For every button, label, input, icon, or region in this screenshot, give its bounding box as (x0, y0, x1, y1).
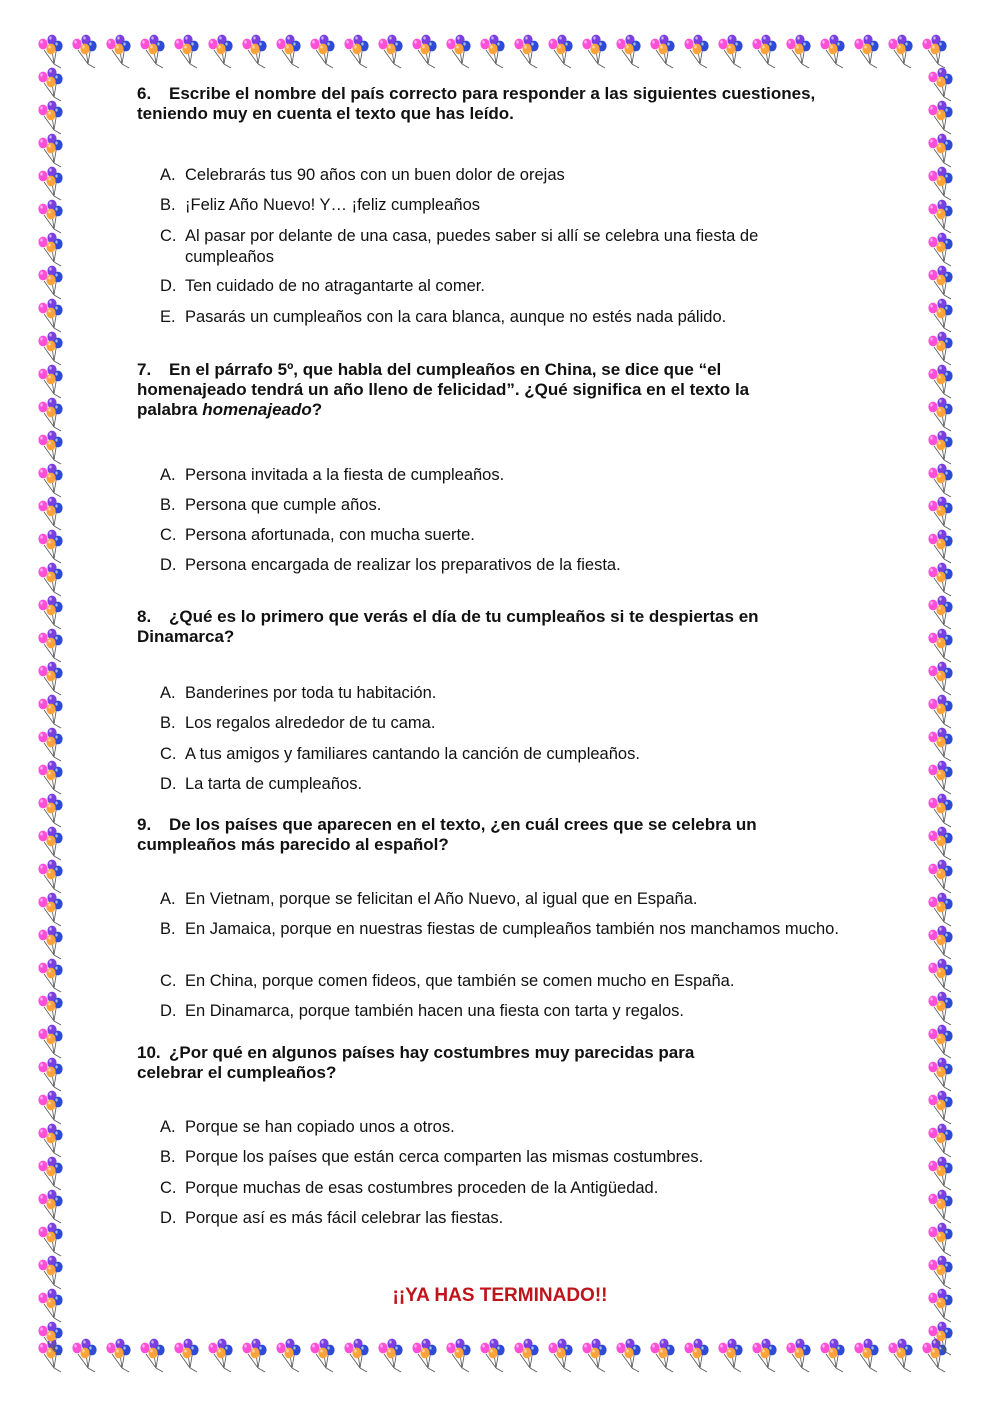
balloon-bunch-icon (106, 1339, 130, 1372)
balloon-bunch-icon (378, 1339, 402, 1372)
balloon-bunch-icon (582, 35, 606, 68)
balloon-bunch-icon (820, 35, 844, 68)
option-letter: D. (160, 277, 177, 295)
balloon-bunch-icon (310, 1339, 334, 1372)
question-text: ¿Por qué en algunos países hay costumbres muy parecidas para celebrar el cumpleaños? (137, 1043, 695, 1082)
balloon-bunch-icon (38, 530, 62, 563)
option-letter: A. (160, 466, 176, 484)
option-8b (160, 713, 860, 734)
option-text: Porque los países que están cerca comparten las mismas costumbres. (185, 1148, 704, 1166)
balloon-bunch-icon (752, 1339, 776, 1372)
balloon-bunch-icon (820, 1339, 844, 1372)
balloon-bunch-icon (38, 398, 62, 431)
balloon-bunch-icon (480, 35, 504, 68)
balloon-bunch-icon (276, 35, 300, 68)
balloon-bunch-icon (38, 431, 62, 464)
option-text: La tarta de cumpleaños. (185, 775, 363, 793)
option-6b (160, 195, 860, 216)
option-8d (160, 774, 860, 795)
option-letter: E. (160, 308, 176, 326)
balloon-bunch-icon (38, 233, 62, 266)
balloon-bunch-icon (548, 1339, 572, 1372)
question-text: En el párrafo 5º, que habla del cumpleaños en China, se dice que “el homenajeado tendrá un año lleno de felicidad”. ¿Qué significa en el texto la palabra (137, 360, 750, 419)
option-text: Celebrarás tus 90 años con un buen dolor de orejas (185, 166, 565, 184)
balloon-bunch-icon (928, 1025, 952, 1058)
question-8 (137, 607, 792, 647)
question-number: 6. (137, 84, 152, 103)
balloon-bunch-icon (174, 1339, 198, 1372)
option-text: Persona afortunada, con mucha suerte. (185, 526, 475, 544)
option-7d (160, 555, 860, 576)
option-10d (160, 1208, 860, 1229)
balloon-bunch-icon (684, 1339, 708, 1372)
balloon-bunch-icon (38, 1339, 62, 1372)
balloon-bunch-icon (548, 35, 572, 68)
balloon-bunch-icon (928, 926, 952, 959)
balloon-bunch-icon (38, 959, 62, 992)
option-letter: B. (160, 714, 176, 732)
balloon-bunch-icon (38, 1124, 62, 1157)
balloon-bunch-icon (38, 1157, 62, 1190)
option-letter: A. (160, 1118, 176, 1136)
balloon-bunch-icon (38, 1223, 62, 1256)
option-letter: D. (160, 1002, 177, 1020)
question-text-end: ? (311, 400, 323, 419)
balloon-bunch-icon (928, 530, 952, 563)
option-letter: D. (160, 556, 177, 574)
option-9b (160, 919, 860, 940)
option-8c (160, 744, 860, 765)
balloon-bunch-icon (928, 233, 952, 266)
balloon-bunch-icon (38, 563, 62, 596)
question-text: Escribe el nombre del país correcto para responder a las siguientes cuestiones, teniendo muy en cuenta el texto que has leído. (137, 84, 816, 123)
option-text: Persona encargada de realizar los preparativos de la fiesta. (185, 556, 621, 574)
balloon-bunch-icon (208, 35, 232, 68)
option-letter: B. (160, 1148, 176, 1166)
balloon-bunch-icon (928, 563, 952, 596)
option-text: En Jamaica, porque en nuestras fiestas de cumpleaños también nos manchamos mucho. (185, 920, 839, 938)
question-text: ¿Qué es lo primero que verás el día de tu cumpleaños si te despiertas en Dinamarca? (137, 607, 759, 646)
question-9 (137, 815, 792, 855)
balloon-bunch-icon (446, 35, 470, 68)
balloon-bunch-icon (38, 1091, 62, 1124)
balloon-bunch-icon (786, 1339, 810, 1372)
balloon-bunch-icon (276, 1339, 300, 1372)
balloon-bunch-icon (412, 35, 436, 68)
question-text-italic: homenajeado (202, 400, 312, 419)
balloon-bunch-icon (38, 1058, 62, 1091)
balloon-bunch-icon (38, 464, 62, 497)
option-6e (160, 307, 860, 328)
option-9a (160, 889, 860, 910)
balloon-bunch-icon (928, 662, 952, 695)
option-letter: C. (160, 972, 177, 990)
balloon-bunch-icon (38, 332, 62, 365)
balloon-bunch-icon (38, 893, 62, 926)
balloon-bunch-icon (928, 464, 952, 497)
balloon-bunch-icon (38, 266, 62, 299)
balloon-bunch-icon (928, 398, 952, 431)
balloon-bunch-icon (928, 860, 952, 893)
balloon-bunch-icon (922, 35, 946, 68)
balloon-bunch-icon (38, 167, 62, 200)
question-number: 9. (137, 815, 152, 834)
option-letter: B. (160, 920, 176, 938)
balloon-bunch-icon (38, 761, 62, 794)
balloon-bunch-icon (928, 728, 952, 761)
balloon-bunch-icon (38, 365, 62, 398)
option-10a (160, 1117, 860, 1138)
question-10 (137, 1043, 757, 1083)
option-text: En Vietnam, porque se felicitan el Año Nuevo, al igual que en España. (185, 890, 698, 908)
option-text: Persona que cumple años. (185, 496, 382, 514)
balloon-bunch-icon (38, 695, 62, 728)
balloon-bunch-icon (928, 794, 952, 827)
option-text: En Dinamarca, porque también hacen una fiesta con tarta y regalos. (185, 1002, 684, 1020)
balloon-bunch-icon (684, 35, 708, 68)
option-text: Los regalos alrededor de tu cama. (185, 714, 436, 732)
option-letter: C. (160, 745, 177, 763)
balloon-bunch-icon (38, 860, 62, 893)
option-text: ¡Feliz Año Nuevo! Y… ¡feliz cumpleaños (185, 196, 480, 214)
option-letter: A. (160, 890, 176, 908)
option-letter: B. (160, 496, 176, 514)
balloon-bunch-icon (480, 1339, 504, 1372)
balloon-bunch-icon (38, 101, 62, 134)
balloon-bunch-icon (38, 35, 62, 68)
balloon-bunch-icon (718, 35, 742, 68)
option-8a (160, 683, 860, 704)
balloon-bunch-icon (928, 1256, 952, 1289)
balloon-bunch-icon (928, 761, 952, 794)
balloon-bunch-icon (582, 1339, 606, 1372)
balloon-bunch-icon (72, 35, 96, 68)
option-text: A tus amigos y familiares cantando la canción de cumpleaños. (185, 745, 640, 763)
balloon-bunch-icon (928, 959, 952, 992)
balloon-bunch-icon (38, 200, 62, 233)
option-letter: B. (160, 196, 176, 214)
option-letter: C. (160, 227, 177, 245)
option-text: Porque así es más fácil celebrar las fiestas. (185, 1209, 504, 1227)
balloon-bunch-icon (38, 134, 62, 167)
balloon-bunch-icon (928, 431, 952, 464)
balloon-bunch-icon (928, 1157, 952, 1190)
balloon-bunch-icon (928, 134, 952, 167)
question-number: 7. (137, 360, 152, 379)
option-letter: A. (160, 684, 176, 702)
balloon-bunch-icon (38, 1190, 62, 1223)
option-text: Banderines por toda tu habitación. (185, 684, 437, 702)
balloon-bunch-icon (378, 35, 402, 68)
option-text: Porque se han copiado unos a otros. (185, 1118, 455, 1136)
option-letter: C. (160, 526, 177, 544)
balloon-bunch-icon (752, 35, 776, 68)
balloon-bunch-icon (928, 167, 952, 200)
balloon-bunch-icon (344, 35, 368, 68)
balloon-bunch-icon (208, 1339, 232, 1372)
balloon-bunch-icon (928, 1223, 952, 1256)
balloon-bunch-icon (310, 35, 334, 68)
balloon-bunch-icon (140, 1339, 164, 1372)
balloon-bunch-icon (928, 596, 952, 629)
option-letter: C. (160, 1179, 177, 1197)
balloon-bunch-icon (928, 992, 952, 1025)
option-7a (160, 465, 860, 486)
balloon-bunch-icon (616, 1339, 640, 1372)
balloon-bunch-icon (38, 596, 62, 629)
balloon-bunch-icon (928, 332, 952, 365)
balloon-bunch-icon (174, 35, 198, 68)
balloon-bunch-icon (928, 695, 952, 728)
balloon-bunch-icon (38, 68, 62, 101)
question-7 (137, 360, 812, 420)
balloon-bunch-icon (38, 926, 62, 959)
balloon-bunch-icon (928, 1124, 952, 1157)
balloon-bunch-icon (38, 1256, 62, 1289)
balloon-bunch-icon (928, 497, 952, 530)
option-text: En China, porque comen fideos, que también se comen mucho en España. (185, 972, 735, 990)
option-text: Pasarás un cumpleaños con la cara blanca, aunque no estés nada pálido. (185, 308, 727, 326)
question-6 (137, 84, 882, 124)
balloon-bunch-icon (888, 1339, 912, 1372)
option-letter: A. (160, 166, 176, 184)
balloon-bunch-icon (38, 497, 62, 530)
balloon-bunch-icon (854, 35, 878, 68)
option-10b (160, 1147, 860, 1168)
option-letter: D. (160, 1209, 177, 1227)
option-9d (160, 1001, 860, 1022)
balloon-bunch-icon (38, 827, 62, 860)
finished-message: ¡¡YA HAS TERMINADO!! (392, 1285, 608, 1306)
option-10c (160, 1178, 860, 1199)
option-text: Ten cuidado de no atragantarte al comer. (185, 277, 485, 295)
balloon-bunch-icon (38, 992, 62, 1025)
option-7b (160, 495, 860, 516)
balloon-bunch-icon (928, 1091, 952, 1124)
balloon-bunch-icon (928, 1058, 952, 1091)
balloon-bunch-icon (38, 629, 62, 662)
balloon-bunch-icon (718, 1339, 742, 1372)
balloon-bunch-icon (412, 1339, 436, 1372)
balloon-bunch-icon (854, 1339, 878, 1372)
balloon-bunch-icon (888, 35, 912, 68)
option-text: Porque muchas de esas costumbres proceden de la Antigüedad. (185, 1179, 659, 1197)
balloon-bunch-icon (928, 365, 952, 398)
balloon-bunch-icon (928, 827, 952, 860)
balloon-bunch-icon (38, 728, 62, 761)
option-letter: D. (160, 775, 177, 793)
balloon-bunch-icon (38, 662, 62, 695)
balloon-bunch-icon (650, 1339, 674, 1372)
option-6c (160, 226, 810, 268)
balloon-bunch-icon (928, 68, 952, 101)
balloon-bunch-icon (140, 35, 164, 68)
balloon-bunch-icon (616, 35, 640, 68)
balloon-bunch-icon (38, 1025, 62, 1058)
option-9c (160, 971, 860, 992)
balloon-bunch-icon (928, 299, 952, 332)
option-text: Al pasar por delante de una casa, puedes saber si allí se celebra una fiesta de cumpleaños (185, 227, 759, 266)
question-number: 8. (137, 607, 152, 626)
balloon-bunch-icon (514, 1339, 538, 1372)
balloon-bunch-icon (928, 101, 952, 134)
option-6a (160, 165, 860, 186)
option-7c (160, 525, 860, 546)
balloon-bunch-icon (242, 1339, 266, 1372)
balloon-bunch-icon (72, 1339, 96, 1372)
balloon-bunch-icon (928, 893, 952, 926)
balloon-bunch-icon (242, 35, 266, 68)
balloon-bunch-icon (38, 299, 62, 332)
balloon-bunch-icon (344, 1339, 368, 1372)
option-text: Persona invitada a la fiesta de cumpleaños. (185, 466, 505, 484)
balloon-bunch-icon (514, 35, 538, 68)
balloon-bunch-icon (446, 1339, 470, 1372)
question-text: De los países que aparecen en el texto, ¿en cuál crees que se celebra un cumpleaños más parecido al español? (137, 815, 757, 854)
question-number: 10. (137, 1043, 161, 1062)
balloon-bunch-icon (650, 35, 674, 68)
balloon-bunch-icon (928, 629, 952, 662)
balloon-bunch-icon (38, 794, 62, 827)
option-6d (160, 276, 860, 297)
balloon-bunch-icon (106, 35, 130, 68)
balloon-bunch-icon (928, 200, 952, 233)
balloon-bunch-icon (928, 1190, 952, 1223)
balloon-bunch-icon (786, 35, 810, 68)
balloon-bunch-icon (928, 266, 952, 299)
